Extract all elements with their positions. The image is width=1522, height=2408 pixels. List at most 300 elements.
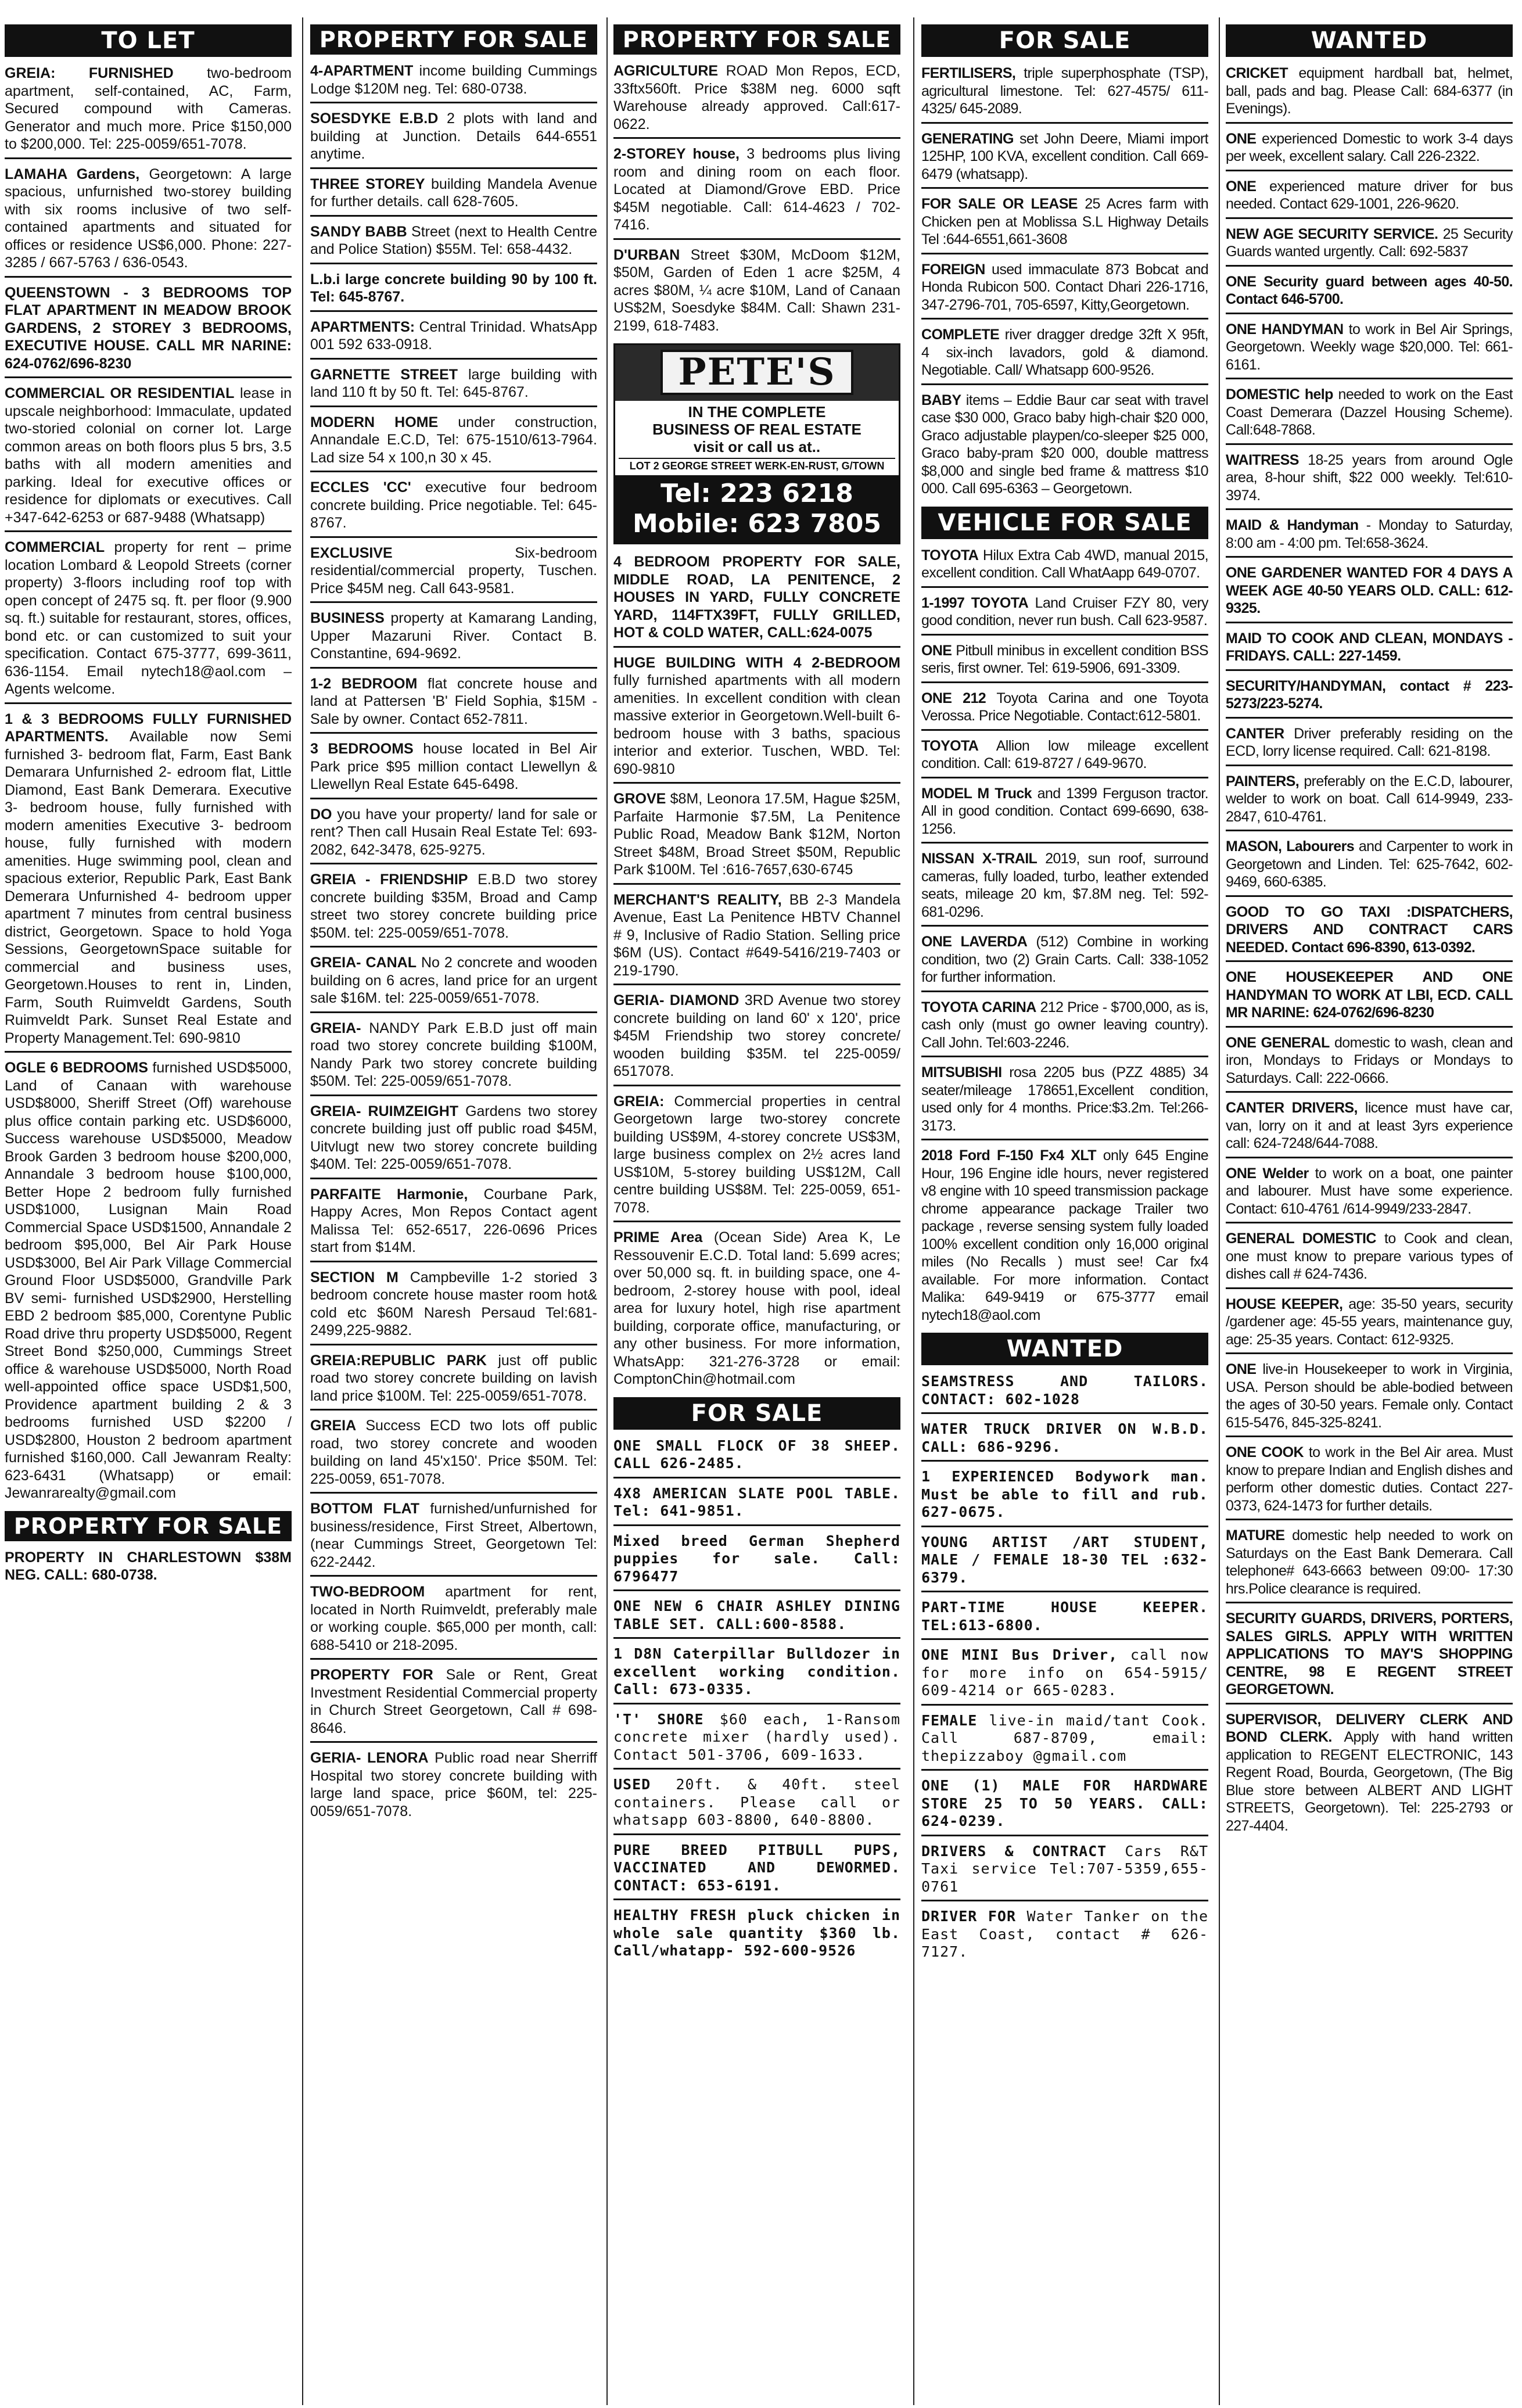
ad-text: live-in Housekeeper to work in Virginia, USA. Person should be able-bodied between the ages of 30-50 years. Female only. Contact 615-5476, 845-325-8241. — [1226, 1361, 1513, 1431]
ad-keyword: 3 BEDROOMS — [310, 741, 414, 757]
ad-text: fully furnished apartments with all modern amenities. In excellent condition with clean massive exterior in Georgetown.Well-built 6- bedroom house with 3 baths, spacious interior and exterior. Tuschen, WBD. Tel: 690-9810 — [613, 672, 900, 777]
ad-keyword: PAINTERS, — [1226, 773, 1300, 789]
classified-ad — [310, 1664, 597, 1743]
ad-keyword: ONE Security guard between ages 40-50. Contact 646-5700. — [1226, 273, 1513, 307]
ad-text: Campbeville 1-2 storied 3 bedroom concrete house master room hot& cold etc $60M Naresh Persaud Tel:681-2499,225-9882. — [310, 1269, 597, 1338]
ad-text: 25 Acres farm with Chicken pen at Moblissa S.L Highway Details Tel :644-6551,661-3608 — [921, 196, 1208, 247]
classified-ad — [613, 1436, 900, 1478]
ad-keyword: FOR SALE OR LEASE — [921, 196, 1078, 212]
ad-text: Public road near Sherriff Hospital two storey concrete building with large land space, price $60M, tel: 225-0059/651-7078. — [310, 1750, 597, 1820]
classified-ad — [1226, 967, 1513, 1028]
ad-keyword: PROPERTY IN CHARLESTOWN $38M NEG. CALL: 680-0738. — [5, 1549, 292, 1583]
ad-keyword: ONE COOK — [1226, 1444, 1304, 1460]
section-header-wanted: WANTED — [921, 1333, 1208, 1365]
ad-keyword: FEMALE — [921, 1711, 978, 1729]
ad-keyword: GREIA — [310, 1417, 357, 1434]
ad-keyword: APARTMENTS: — [310, 318, 415, 335]
classified-ad — [613, 60, 900, 139]
section-header-property-for-sale: PROPERTY FOR SALE — [310, 24, 597, 55]
classified-ad — [5, 164, 292, 278]
ad-keyword: DO — [310, 806, 332, 823]
classified-ad — [921, 1841, 1208, 1902]
column-divider — [913, 17, 914, 2405]
ad-keyword: WAITRESS — [1226, 451, 1299, 468]
classified-ad — [1226, 771, 1513, 832]
classified-ad — [921, 1371, 1208, 1414]
ad-text: equipment hardball bat, helmet, ball, pads and bag. Please Call: 684-6377 (in Evenings). — [1226, 65, 1513, 117]
classified-ad — [921, 688, 1208, 731]
ad-keyword: ONE (1) MALE FOR HARDWARE STORE 25 TO 50 YEARS. CALL: 624-0239. — [921, 1777, 1208, 1829]
classified-ad — [613, 1531, 900, 1592]
ad-keyword: TOYOTA — [921, 737, 979, 754]
ad-text: needed to work on the East Coast Demerara (Dazzel Housing Scheme). Call:648-7868. — [1226, 386, 1513, 438]
classified-ad — [613, 889, 900, 986]
ad-keyword: ONE Welder — [1226, 1165, 1309, 1182]
classified-ad — [921, 1145, 1208, 1328]
classified-ad — [1226, 271, 1513, 314]
classified-ad — [921, 1775, 1208, 1836]
classified-ad — [921, 1710, 1208, 1771]
classified-ad — [1226, 1097, 1513, 1158]
classified-ad — [310, 174, 597, 217]
ad-list — [921, 63, 1208, 502]
ad-keyword: ONE 212 — [921, 690, 986, 706]
ad-keyword: ONE GENERAL — [1226, 1034, 1330, 1051]
ad-list — [1226, 63, 1513, 1839]
ad-keyword: PRIME Area — [613, 1229, 703, 1246]
ad-list — [5, 1547, 292, 1588]
logo-address: LOT 2 GEORGE STREET WERK-EN-RUST, G/TOWN — [619, 458, 895, 473]
ad-keyword: HOUSE KEEPER, — [1226, 1295, 1343, 1312]
ad-keyword: GARNETTE STREET — [310, 366, 458, 383]
ad-keyword: SECTION M — [310, 1269, 399, 1286]
ad-text: NANDY Park E.B.D just off main road two storey concrete building $100M, Nandy Park two storey concrete building $50M. Tel: 225-0059/651-7078. — [310, 1020, 597, 1089]
section-header-property-for-sale: PROPERTY FOR SALE — [613, 24, 900, 55]
classified-ad — [613, 1840, 900, 1901]
logo-banner — [615, 345, 899, 401]
classified-ad — [1226, 676, 1513, 719]
ad-text: ROAD Mon Repos, ECD, 33ftx560ft. Price $38M neg. 6000 sqft Warehouse already approved. Call:617-0622. — [613, 63, 900, 132]
classified-ad — [1226, 902, 1513, 963]
column-for-sale — [921, 24, 1208, 2400]
ad-keyword: WATER TRUCK DRIVER ON W.B.D. CALL: 686-9296. — [921, 1420, 1208, 1455]
classified-ad — [1226, 628, 1513, 671]
logo-line: visit or call us at.. — [693, 438, 821, 455]
ad-list — [921, 545, 1208, 1329]
classified-ad — [921, 390, 1208, 502]
logo-line: IN THE COMPLETE — [688, 403, 826, 421]
classified-ad — [310, 108, 597, 169]
ad-text: call now for more info on 654-5915/ 609-4214 or 665-0283. — [921, 1646, 1208, 1699]
classified-ad — [310, 1415, 597, 1494]
ad-text: apartment for rent, located in North Ruimveldt, preferably male or working couple. $65,000 per month, call: 688-5410 or 218-2095. — [310, 1584, 597, 1653]
classified-ad — [1226, 515, 1513, 558]
classified-ad — [613, 551, 900, 648]
ad-text: property at Kamarang Landing, Upper Mazaruni River. Contact B. Constantine, 694-9692. — [310, 610, 597, 662]
ad-keyword: NEW AGE SECURITY SERVICE. — [1226, 225, 1438, 242]
classified-ad — [613, 143, 900, 240]
section-header-property-for-sale: PROPERTY FOR SALE — [5, 1511, 292, 1541]
classified-ad — [310, 673, 597, 734]
ad-text: Allion low mileage excellent condition. Call: 619-8727 / 649-9670. — [921, 737, 1208, 771]
classified-ad — [310, 1018, 597, 1096]
classified-ad — [1226, 1442, 1513, 1520]
ad-text: furnished USD$5000, Land of Canaan with warehouse USD$8000, Sheriff Street (Off) warehouse plus office contain parking etc. USD$6000, Success warehouse USD$5000, Meadow Brook Garden 3 bedroom house $200,000, Annandale 3 bedroom house $100,000, Better Hope 2 bedroom fully furnished USD$1000, Lusignan Main Road Commercial Space USD$1500, Annandale 2 bedroom $95,000, Bel Air Park House USD$3000, Bel Air Park Village Commercial Ground Floor USD$5000, Grandville Park BV semi- furnished USD$2900, Herstelling EBD 2 bedroom $85,000, Corentyne Public Road drive thru property USD$5000, Regent Street Bond $250,000, Cummings Street office & warehouse USD$5000, North Road well-appointed office space USD$1,500, Providence apartment building 2 & 3 bedrooms furnished USD $2200 / USD$2800, Houston 2 bedroom apartment furnished $160,000. Call Jewanram Realty: 623-6431 (Whatsapp) or email: Jewanrarealty@gmail.com — [5, 1060, 292, 1501]
ad-keyword: THREE STOREY — [310, 175, 425, 192]
ad-text: Pitbull minibus in excellent condition BSS seris, first owner. Tel: 619-5906, 691-3309. — [921, 642, 1208, 676]
ad-text: preferably on the E.C.D, labourer, welder to work on boat. Call 614-9949, 233-2847, 610-4761. — [1226, 773, 1513, 825]
classified-ad — [613, 1643, 900, 1704]
ad-text: $60 each, 1-Ransom concrete mixer (hardly used). Contact 501-3706, 609-1633. — [613, 1710, 900, 1763]
ad-text: Water Tanker on the East Coast, contact # 626-7127. — [921, 1908, 1208, 1960]
ad-keyword: 4 BEDROOM PROPERTY FOR SALE, MIDDLE ROAD, LA PENITENCE, 2 HOUSES IN YARD, FULLY CONCRETE YARD, 114FTX39FT, FULLY GRILLED, HOT & COLD WATER, CALL:624-0075 — [613, 554, 900, 641]
ad-keyword: HEALTHY FRESH pluck chicken in whole sale quantity $360 lb. Call/whatapp- 592-600-9526 — [613, 1907, 900, 1959]
ad-keyword: COMPLETE — [921, 326, 1000, 343]
ad-keyword: MASON, Labourers — [1226, 838, 1355, 855]
ad-text: to work in Bel Air Springs, Georgetown. Weekly wage $20,000. Tel: 661-6161. — [1226, 321, 1513, 373]
ad-keyword: GROVE — [613, 791, 666, 807]
classified-ad — [613, 1227, 900, 1393]
ad-text: Driver preferably residing on the ECD, lorry license required. Call: 621-8198. — [1226, 725, 1513, 759]
classified-ad — [310, 412, 597, 473]
classified-ad — [921, 63, 1208, 124]
classified-ad — [310, 1184, 597, 1262]
ad-keyword: 2-STOREY house, — [613, 146, 740, 162]
ad-text: age: 35-50 years, security /gardener age: 45-55 years, maintenance guy, age: 25-35 years. Contact: 612-9325. — [1226, 1295, 1513, 1348]
ad-text: experienced mature driver for bus needed. Contact 629-1001, 226-9620. — [1226, 178, 1513, 212]
ad-keyword: SUPERVISOR, DELIVERY CLERK AND BOND CLERK. — [1226, 1711, 1513, 1745]
classified-ad — [613, 1483, 900, 1526]
ad-keyword: GREIA- RUIMZEIGHT — [310, 1103, 459, 1119]
classified-ad — [310, 269, 597, 312]
ad-text: No 2 concrete and wooden building on 6 acres, land price for an urgent sale $16M. tel: 225-0059/651-7078. — [310, 954, 597, 1006]
ad-text: triple superphosphate (TSP), agricultural limestone. Tel: 627-4575/ 611-4325/ 645-2089. — [921, 65, 1208, 117]
column-property-for-sale-2 — [613, 24, 900, 2400]
ad-keyword: MAID & Handyman — [1226, 517, 1359, 533]
ad-keyword: GREIA: FURNISHED — [5, 65, 174, 81]
logo-mobile: Mobile: 623 7805 — [632, 509, 882, 539]
ad-text: Apply with hand written application to REGENT ELECTRONIC, 143 Regent Road, Bourda, Georgetown, (The Big Blue store between ALBERT AND LIGHT STREETS, Georgetown). Tel: 225-2793 or 227-4404. — [1226, 1729, 1513, 1834]
ad-list — [613, 60, 900, 339]
classified-ad — [1226, 224, 1513, 267]
classified-ad — [310, 1350, 597, 1411]
ad-keyword: PURE BREED PITBULL PUPS, VACCINATED AND DEWORMED. CONTACT: 653-6191. — [613, 1841, 900, 1894]
ad-keyword: GERIA- DIAMOND — [613, 992, 740, 1009]
logo-text — [615, 401, 899, 475]
classified-ad — [1226, 1032, 1513, 1093]
classified-ad — [921, 259, 1208, 320]
ad-keyword: DRIVERS & CONTRACT — [921, 1842, 1107, 1860]
ad-keyword: ONE NEW 6 CHAIR ASHLEY DINING TABLE SET. CALL:600-8588. — [613, 1598, 900, 1632]
ad-keyword: 1 D8N Caterpillar Bulldozer in excellent working condition. Call: 673-0335. — [613, 1645, 900, 1698]
classified-ad — [310, 317, 597, 360]
ad-text: Central Trinidad. WhatsApp 001 592 633-0918. — [310, 318, 597, 353]
column-divider — [302, 17, 303, 2405]
ad-keyword: GREIA: — [613, 1093, 665, 1110]
ad-keyword: GENERATING — [921, 130, 1014, 147]
classified-ad — [613, 1596, 900, 1639]
ad-keyword: MITSUBISHI — [921, 1064, 1002, 1081]
classified-ad — [1226, 836, 1513, 897]
classified-ad — [310, 869, 597, 948]
classified-ad — [310, 1498, 597, 1577]
classified-ad — [1226, 1294, 1513, 1355]
ad-text: Land Cruiser FZY 80, very good condition, never run bush. Call 623-9587. — [921, 594, 1208, 629]
classified-ad — [1226, 176, 1513, 219]
section-header-for-sale: FOR SALE — [613, 1397, 900, 1430]
column-to-let — [5, 24, 292, 2400]
ad-text: furnished/unfurnished for business/residence, First Street, Albertown, (near Cummings Street, Georgetown Tel: 622-2442. — [310, 1501, 597, 1570]
ad-text: just off public road two storey concrete building on lavish land price $100M. Tel: 225-0059/651-7078. — [310, 1352, 597, 1404]
classified-ad — [5, 282, 292, 379]
ad-text: Sale or Rent, Great Investment Residential Commercial property in Church Street Georgetown, Call # 698-8646. — [310, 1667, 597, 1736]
logo-tel: Tel: 223 6218 — [661, 479, 853, 508]
ad-text: rosa 2205 bus (PZZ 4885) 34 seater/mileage 178651,Excellent condition, used only for 4 months. Price:$3.2m. Tel:266-3173. — [921, 1064, 1208, 1134]
classified-ad — [921, 545, 1208, 588]
ad-text: and 1399 Ferguson tractor. All in good condition. Contact 699-6690, 638-1256. — [921, 785, 1208, 837]
ad-keyword: BABY — [921, 392, 961, 408]
classified-ad — [1226, 1709, 1513, 1839]
classified-ad — [921, 593, 1208, 636]
column-wanted — [1226, 24, 1513, 2400]
classified-ad — [921, 1532, 1208, 1593]
ad-text: lease in upscale neighborhood: Immaculate, updated two-storied colonial on corner lot. Large common areas on both floors plus 5 brs, 3.5 baths with all modern amenities and parking. Ideal for executive offices or residence for diplomats or executives. Call +347-642-6253 or 687-9488 (Whatsapp) — [5, 385, 292, 526]
classified-ad — [921, 848, 1208, 927]
ad-keyword: TOYOTA CARINA — [921, 999, 1036, 1015]
ad-text: Toyota Carina and one Toyota Verossa. Price Negotiable. Contact:612-5801. — [921, 690, 1208, 724]
ad-text: under construction, Annandale E.C.D, Tel: 675-1510/613-7964. Lad size 54 x 100,n 30 x 45. — [310, 414, 597, 466]
ad-keyword: EXCLUSIVE — [310, 544, 393, 561]
ad-text: 212 Price - $700,000, as is, cash only (must go owner leaving country). Call John. Tel:603-2246. — [921, 999, 1208, 1051]
ad-keyword: FERTILISERS, — [921, 65, 1016, 81]
ad-keyword: CANTER — [1226, 725, 1284, 742]
ad-keyword: 4-APARTMENT — [310, 63, 414, 79]
classified-ad — [613, 652, 900, 784]
ad-list — [5, 63, 292, 1506]
classified-ad — [613, 990, 900, 1086]
ad-keyword: DOMESTIC help — [1226, 386, 1333, 403]
ad-text: you have your property/ land for sale or rent? Then call Husain Real Estate Tel: 693-2082, 642-3478, 625-9275. — [310, 806, 597, 858]
classified-ad — [310, 543, 597, 604]
ad-keyword: ONE MINI Bus Driver, — [921, 1646, 1118, 1663]
ad-text: (512) Combine in working condition, two (2) Grain Carts. Call: 338-1052 for further information. — [921, 934, 1208, 985]
classified-ad — [5, 1057, 292, 1506]
ad-text: domestic help needed to work on Saturdays on the East Bank Demerara. Call telephone# 643-6663 between 09:00- 17:30 hrs.Police clearance is required. — [1226, 1527, 1513, 1597]
petes-logo: PETE'S — [661, 350, 853, 395]
ad-keyword: ONE HANDYMAN — [1226, 321, 1344, 338]
ad-keyword: 2018 Ford F-150 Fx4 XLT — [921, 1147, 1096, 1164]
ad-keyword: QUEENSTOWN - 3 BEDROOMS TOP FLAT APARTMENT IN MEADOW BROOK GARDENS, 2 STOREY 3 BEDROOMS, EXECUTIVE HOUSE. CALL MR NARINE: 624-0762/696-8230 — [5, 284, 292, 372]
ad-text: to work on a boat, one painter and labourer. Must have some experience. Contact: 610-4761 /614-9949/233-2847. — [1226, 1165, 1513, 1217]
ad-keyword: DRIVER FOR — [921, 1908, 1017, 1925]
ad-text: $8M, Leonora 17.5M, Hague $25M, Parfaite Harmonie $7.5M, La Penitence Public Road, Meadow Bank $12M, Norton Street $48M, Broad Street $50M, Republic Park $100M. Tel :616-7657,630-6745 — [613, 791, 900, 878]
classified-ad — [613, 245, 900, 339]
classified-ad — [1226, 319, 1513, 380]
ad-keyword: TWO-BEDROOM — [310, 1584, 425, 1600]
ad-keyword: PART-TIME HOUSE KEEPER. TEL:613-6800. — [921, 1599, 1208, 1634]
ad-text: experienced Domestic to work 3-4 days per week, excellent salary. Call 226-2322. — [1226, 130, 1513, 164]
ad-text: 18-25 years from around Ogle area, 8-hour shift, $22 000 weekly. Tel:610-3974. — [1226, 451, 1513, 504]
ad-keyword: ONE HOUSEKEEPER AND ONE HANDYMAN TO WORK AT LBI, ECD. CALL MR NARINE: 624-0762/696-8230 — [1226, 969, 1513, 1021]
classified-ad — [1226, 1608, 1513, 1704]
classified-ad — [310, 477, 597, 538]
ad-keyword: FOREIGN — [921, 261, 985, 278]
classified-ad — [921, 1419, 1208, 1462]
ad-keyword: ONE — [1226, 178, 1257, 195]
ad-keyword: CANTER DRIVERS, — [1226, 1100, 1358, 1116]
ad-keyword: GENERAL DOMESTIC — [1226, 1230, 1376, 1247]
ad-keyword: SOESDYKE E.B.D — [310, 110, 439, 127]
ad-text: BB 2-3 Mandela Avenue, East La Penitence HBTV Channel # 9, Inclusive of Radio Station. Selling price $6M (US). Contact #649-5416/219-7403 or 219-1790. — [613, 891, 900, 979]
column-divider — [606, 17, 608, 2405]
ad-keyword: COMMERCIAL OR RESIDENTIAL — [5, 385, 235, 401]
classified-ad — [5, 383, 292, 532]
section-header-for-sale: FOR SALE — [921, 24, 1208, 57]
classified-ad — [613, 1709, 900, 1770]
classified-ad — [310, 738, 597, 799]
ad-text: - Monday to Saturday, 8:00 am - 4:00 pm. Tel:658-3624. — [1226, 517, 1513, 551]
ad-keyword: PARFAITE Harmonie, — [310, 1186, 468, 1203]
ad-text: licence must have car, van, lorry on it and at least 3yrs experience call: 624-7248/644-7088. — [1226, 1100, 1513, 1151]
ad-keyword: 4X8 AMERICAN SLATE POOL TABLE. Tel: 641-9851. — [613, 1484, 900, 1519]
classified-ad — [1226, 723, 1513, 766]
ad-text: items – Eddie Baur car seat with travel case $30 000, Graco baby high-chair $20 000, Graco adjustable playpen/co-sleeper $25 000, Graco baby-pram $20 000, double mattress $8,000 and single bed frame & mattress $10 000. Call 695-6363 – Georgetown. — [921, 392, 1208, 497]
ad-keyword: MODEL M Truck — [921, 785, 1032, 802]
ad-text: Georgetown: A large spacious, unfurnished two-storey building with six rooms inclusive of two self-contained apartments and situated for offices or residence US$6,000. Phone: 227-3285 / 667-5763 / 636-0543. — [5, 166, 292, 271]
classified-ad — [613, 1905, 900, 1964]
ad-keyword: SANDY BABB — [310, 223, 407, 240]
ad-text: 3RD Avenue two storey concrete building on land 60' x 120', price $45M Friendship two storey concrete/ wooden building $35M. tel 225-0059/ 6517078. — [613, 992, 900, 1079]
ad-text: flat concrete house and land at Pattersen 'B' Field Sophia, $15M - Sale by owner. Contact 652-7811. — [310, 675, 597, 727]
ad-keyword: NISSAN X-TRAIL — [921, 850, 1038, 867]
ad-text: property for rent – prime location Lombard & Leopold Streets (corner property) 3-floors including roof top with open concept of 2475 sq. ft. per floor (9.900 sq. ft.) suitable for restaurant, stores, offices, bond etc. or can customized to suit your specification. Contact 675-3777, 699-3611, 636-1154. Email nytech18@aol.com – Agents welcome. — [5, 539, 292, 697]
ad-keyword: CRICKET — [1226, 65, 1288, 81]
classified-ad — [310, 952, 597, 1013]
ad-text: two-bedroom apartment, self-contained, AC, Farm, Secured compound with Cameras. Generator and much more. Price $150,000 to $200,000. Tel: 225-0059/651-7078. — [5, 65, 292, 152]
ad-keyword: SEAMSTRESS AND TAILORS. CONTACT: 602-1028 — [921, 1373, 1208, 1408]
ad-text: Street $30M, McDoom $12M, $50M, Garden of Eden 1 acre $25M, 4 acres $80M, ¼ acre $10M, Land of Canaan US$2M, Soesdyke $84M. Call: Shawn 231-2199, 618-7483. — [613, 246, 900, 334]
classified-ad — [921, 1597, 1208, 1640]
ad-text: Gardens two storey concrete building just off public road $45M, Uitvlugt new two storey concrete building $40M. Tel: 225-0059/651-7078. — [310, 1103, 597, 1172]
classified-ad — [1226, 1163, 1513, 1224]
ad-keyword: GREIA - FRIENDSHIP — [310, 871, 468, 888]
classified-ad — [310, 1267, 597, 1345]
ad-text: E.B.D two storey concrete building $35M, Broad and Camp street two storey concrete building price $50M. tel: 225-0059/651-7078. — [310, 871, 597, 941]
classified-ad — [1226, 128, 1513, 171]
ad-keyword: GOOD TO GO TAXI :DISPATCHERS, DRIVERS AND CONTRACT CARS NEEDED. Contact 696-8390, 613-0392. — [1226, 903, 1513, 956]
classified-ad — [921, 128, 1208, 189]
classified-ad — [921, 640, 1208, 683]
ad-keyword: MATURE — [1226, 1527, 1285, 1544]
ad-text: to work in the Bel Air area. Must know to prepare Indian and English dishes and perform other domestic duties. Contact 227-0373, 624-1473 for further details. — [1226, 1444, 1513, 1514]
ad-keyword: MODERN HOME — [310, 414, 439, 430]
ad-text: (Ocean Side) Area K, Le Ressouvenir E.C.D. Total land: 5.699 acres; over 50,000 sq. ft. in building space, one 4-bedroom, 2-storey house with pool, ideal area for luxury hotel, high rise apartment building, corporate office, manufacturing, or any other business. For more information, WhatsApp: 321-276-3728 or email: ComptonChin@hotmail.com — [613, 1229, 900, 1387]
classified-ad — [5, 63, 292, 159]
classified-ad — [1226, 1228, 1513, 1289]
column-property-for-sale — [310, 24, 597, 2400]
classified-ad — [1226, 63, 1513, 124]
ad-keyword: ONE — [1226, 130, 1257, 147]
classified-ad — [613, 788, 900, 885]
ad-keyword: HUGE BUILDING WITH 4 2-BEDROOM — [613, 654, 900, 671]
logo-phones — [615, 475, 899, 543]
classified-ad — [1226, 384, 1513, 445]
classified-ad — [310, 1747, 597, 1824]
ad-keyword: USED — [613, 1776, 651, 1793]
ad-keyword: 1-2 BEDROOM — [310, 675, 418, 692]
classified-ad — [5, 709, 292, 1053]
classified-ad — [921, 997, 1208, 1058]
classified-ad — [310, 804, 597, 865]
classified-ad — [613, 1774, 900, 1835]
ad-keyword: D'URBAN — [613, 246, 680, 263]
ad-text: Commercial properties in central Georgetown large two-storey concrete building US$9M, 4-storey concrete US$3M, large business complex on 2½ acres land US$10M, 5-storey building US$12M, Call centre building US$8M. Tel: 225-0059, 651-7078. — [613, 1093, 900, 1216]
classified-ad — [310, 364, 597, 407]
ad-text: and Carpenter to work in Georgetown and Linden. Tel: 625-7642, 602-9469, 660-6385. — [1226, 838, 1513, 890]
ad-text: 3 bedrooms plus living room and dining room on each floor. Located at Diamond/Grove EBD. Price $45M negotiable. Call: 614-4623 / 702-7416. — [613, 146, 900, 233]
ad-keyword: LAMAHA Gardens, — [5, 166, 140, 182]
classified-ad — [921, 324, 1208, 385]
ad-keyword: OGLE 6 BEDROOMS — [5, 1060, 148, 1076]
classified-ad — [921, 735, 1208, 778]
classified-ad — [1226, 1525, 1513, 1603]
ad-keyword: ONE SMALL FLOCK OF 38 SHEEP. CALL 626-2485. — [613, 1437, 900, 1472]
ad-keyword: ONE GARDENER WANTED FOR 4 DAYS A WEEK AGE 40-50 YEARS OLD. CALL: 612-9325. — [1226, 565, 1513, 616]
ad-keyword: GERIA- LENORA — [310, 1750, 429, 1766]
ad-keyword: 'T' SHORE — [613, 1710, 704, 1728]
ad-list — [310, 60, 597, 1824]
ad-keyword: TOYOTA — [921, 547, 979, 564]
ad-keyword: AGRICULTURE — [613, 63, 719, 79]
classified-ad — [310, 1101, 597, 1179]
logo-line: BUSINESS OF REAL ESTATE — [652, 421, 861, 438]
ad-keyword: BUSINESS — [310, 610, 385, 626]
classified-ad — [613, 1091, 900, 1223]
classified-ad — [921, 193, 1208, 254]
ad-text: Hilux Extra Cab 4WD, manual 2015, excellent condition. Call WhatAapp 649-0707. — [921, 547, 1208, 581]
ad-list — [613, 1436, 900, 1964]
section-header-to-let: TO LET — [5, 24, 292, 57]
ad-text: house located in Bel Air Park price $95 million contact Llewellyn & Llewellyn Real Estate 645-6498. — [310, 741, 597, 792]
ad-text: to Cook and clean, one must know to prepare various types of dishes call # 624-7436. — [1226, 1230, 1513, 1282]
classified-ad — [310, 221, 597, 264]
ad-text: building Mandela Avenue for further details. call 628-7605. — [310, 175, 597, 210]
ad-text: only 645 Engine Hour, 196 Engine idle hours, never registered v8 engine with 10 speed transmission package chrome appearance package Trailer two package , reverse sensing system fully loaded 100% excellent condition only 16,000 original miles (No Recalls ) must see! Car fx4 available. For more information. Contact Malika: 649-9419 or 675-3777 email nytech18@aol.com — [921, 1147, 1208, 1323]
ad-keyword: Mixed breed German Shepherd puppies for sale. Call: 6796477 — [613, 1532, 900, 1585]
classified-ad — [921, 931, 1208, 992]
ad-keyword: 1 & 3 BEDROOMS FULLY FURNISHED APARTMENTS. — [5, 710, 292, 745]
ad-text: Six-bedroom residential/commercial property, Tuschen. Price $45M neg. Call 643-9581. — [310, 544, 597, 597]
ad-text: 20ft. & 40ft. steel containers. Please call or whatsapp 603-8800, 640-8800. — [613, 1776, 900, 1828]
ad-keyword: 1-1997 TOYOTA — [921, 594, 1029, 611]
ad-text: Street (next to Health Centre and Police Station) $55M. Tel: 658-4432. — [310, 223, 597, 257]
ad-keyword: COMMERCIAL — [5, 539, 105, 555]
classified-ad — [921, 1062, 1208, 1140]
ad-text: live-in maid/tant Cook. Call 687-8709, email: thepizzaboy @gmail.com — [921, 1711, 1208, 1764]
ad-keyword: MAID TO COOK AND CLEAN, MONDAYS - FRIDAYS. CALL: 227-1459. — [1226, 630, 1513, 664]
ad-list — [613, 551, 900, 1393]
ad-keyword: PROPERTY FOR — [310, 1667, 433, 1683]
petes-real-estate-ad — [613, 343, 900, 544]
ad-keyword: ONE — [921, 642, 952, 659]
ad-keyword: MERCHANT'S REALITY, — [613, 891, 782, 908]
ad-text: 25 Security Guards wanted urgently. Call: 692-5837 — [1226, 225, 1513, 260]
section-header-wanted: WANTED — [1226, 24, 1513, 57]
classified-ad — [310, 1581, 597, 1660]
classified-ad — [310, 608, 597, 669]
classified-ad — [310, 60, 597, 103]
ad-text: 2 plots with land and building at Junction. Details 644-6551 anytime. — [310, 110, 597, 162]
